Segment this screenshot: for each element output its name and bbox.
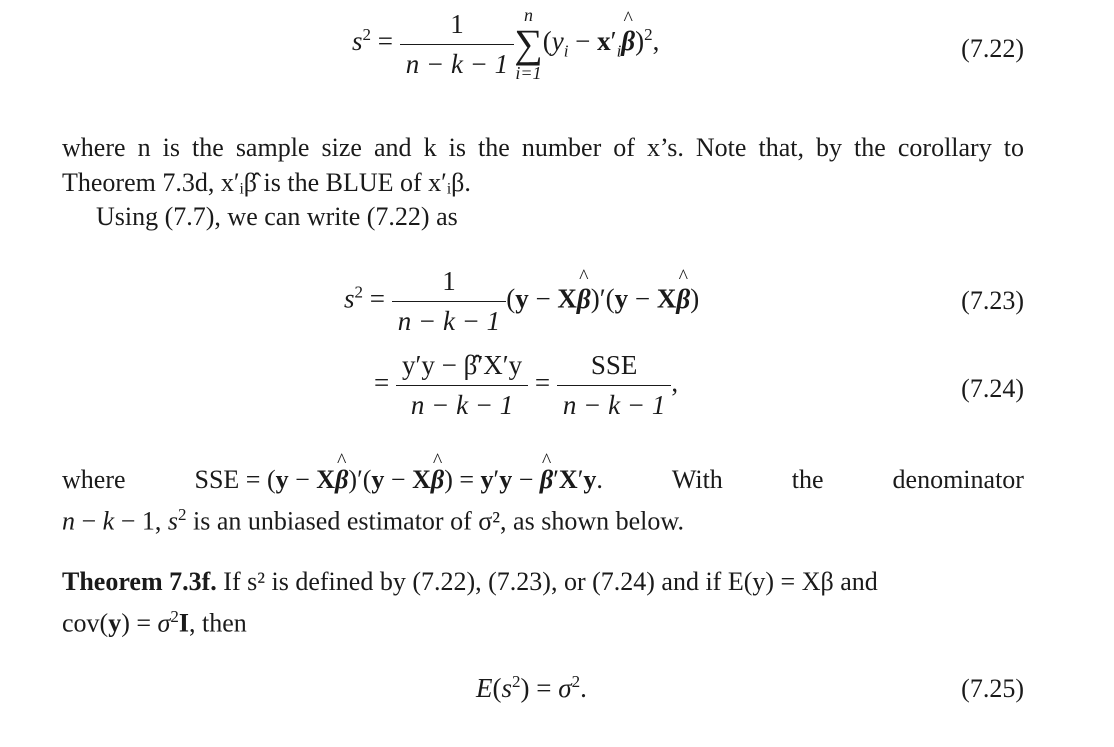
- theorem-label: Theorem 7.3f.: [62, 567, 217, 596]
- paragraph: [62, 130, 1024, 200]
- fraction: $\frac{y'y - \betâ'X'y}{n - k - 1}$: [396, 350, 528, 421]
- theorem-7-3f: [62, 564, 1024, 641]
- equation-7-25: $E(s^2) = \sigma^2$.: [476, 672, 587, 703]
- equation-number: (7.24): [961, 374, 1024, 403]
- equation-7-24: = $\frac{y'y - \betâ'X'y}{n - k - 1}$ = $\frac{\text{SSE}}{n - k - 1}$ ,: [374, 350, 679, 420]
- text-line: Theorem 7.3f. If s² is defined by (7.22), (7.23), or (7.24) and if E(y) = Xβ and: [62, 567, 878, 596]
- summation: n ∑ i=1: [514, 5, 543, 83]
- text-line: where n is the sample size and k is the number of x’s. Note that, by the corollary to: [62, 133, 1024, 162]
- paragraph: [62, 462, 1024, 539]
- equation-number: (7.23): [961, 286, 1024, 315]
- equation-7-22: $s^2$ = $\frac{1}{n - k - 1}$ n ∑ i=1 ($y_i$ − $x'_i\^{}$ β)$^2$,: [352, 6, 659, 82]
- text-line: where SSE = (y − X^ β)′(y − X^ β) = y′y − ^ β′X′y. With the denominator: [62, 462, 1024, 497]
- text-line: n − k − 1, $s^2$ is an unbiased estimator of σ², as shown below.: [62, 505, 684, 536]
- text-line: Using (7.7), we can write (7.22) as: [96, 202, 458, 231]
- equation-number: (7.22): [961, 34, 1024, 63]
- equation-7-23: $s^2$ = $\frac{1}{n - k - 1}$ (y − X^ β)′(y − X^ β): [344, 266, 699, 337]
- text-line: $cov(y) = \sigma^2I$, then: [62, 607, 247, 638]
- text-line: Theorem 7.3d, x′ᵢβ̂ is the BLUE of x′ᵢβ.: [62, 168, 471, 197]
- equation-number: (7.25): [961, 674, 1024, 703]
- paragraph: [96, 199, 1058, 234]
- fraction: $\frac{1}{n - k - 1}$: [400, 9, 514, 80]
- fraction: $\frac{\text{SSE}}{n - k - 1}$: [557, 350, 671, 421]
- fraction: $\frac{1}{n - k - 1}$: [392, 266, 506, 337]
